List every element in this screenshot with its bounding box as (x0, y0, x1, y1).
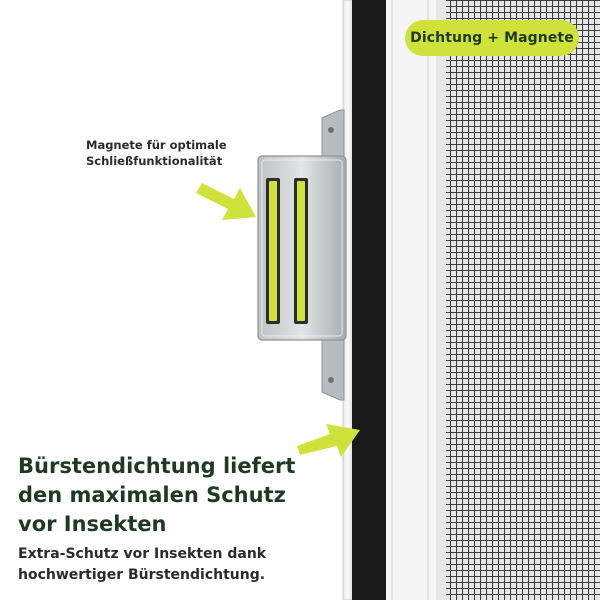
magnet-callout-label (86, 137, 286, 169)
subline (18, 544, 348, 586)
frame-profile (386, 0, 446, 600)
subline-line: hochwertiger Bürstendichtung. (18, 567, 266, 583)
magnet-callout-line: Schließfunktionalität (86, 154, 223, 168)
subline-line: Extra-Schutz vor Insekten dank (18, 546, 267, 562)
headline-line: Bürstendichtung liefert (18, 454, 296, 478)
headline-line: vor Insekten (18, 512, 167, 536)
headline-line: den maximalen Schutz (18, 483, 286, 507)
headline (18, 452, 348, 539)
feature-badge: Dichtung + Magnete (405, 20, 579, 56)
insect-mesh (446, 0, 600, 600)
brush-seal (352, 0, 390, 600)
arrow-right-icon (196, 183, 256, 220)
magnet-callout-line: Magnete für optimale (86, 138, 227, 152)
